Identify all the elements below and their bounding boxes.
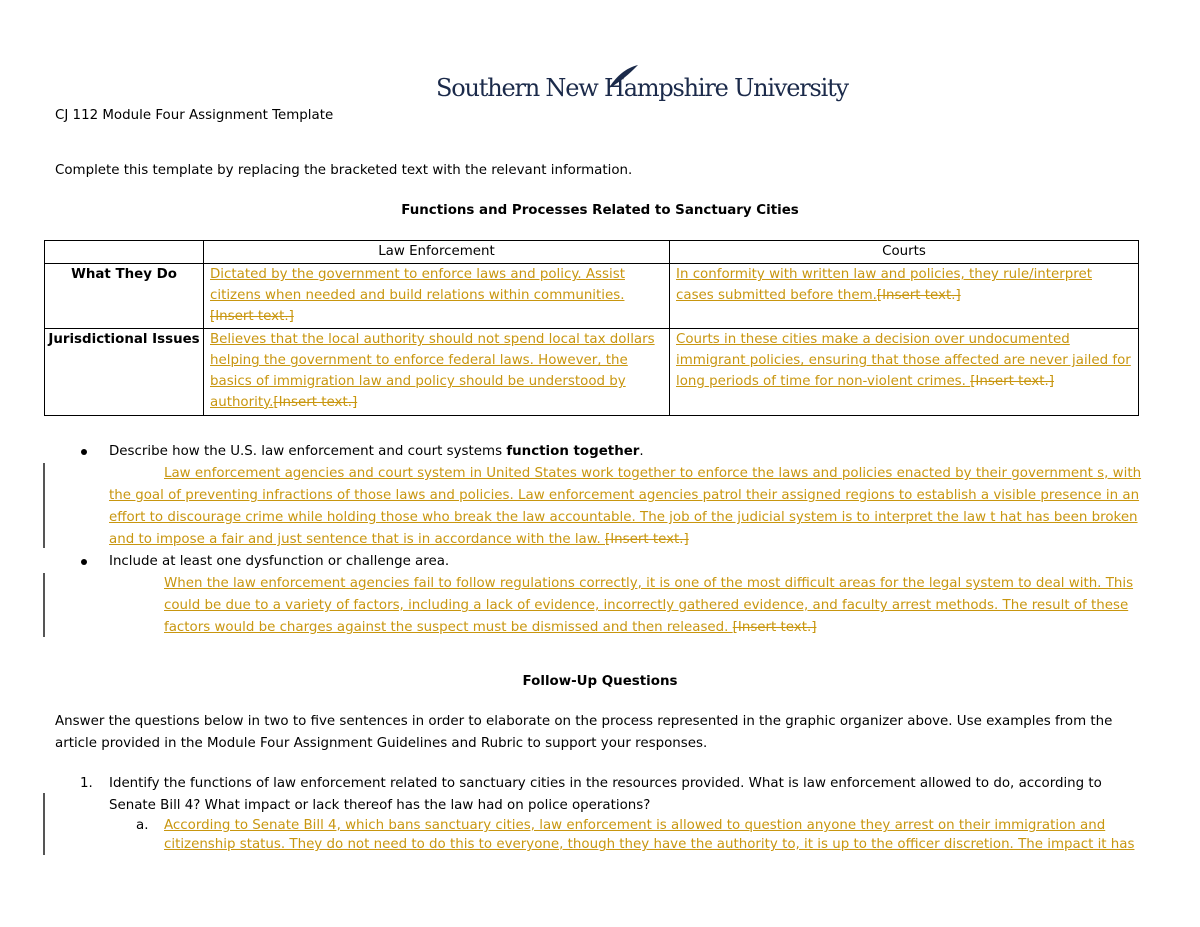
instruction-text: Complete this template by replacing the bracketed text with the relevant information. xyxy=(55,163,633,178)
deleted-placeholder: [Insert text.] xyxy=(970,373,1054,389)
deleted-placeholder: [Insert text.] xyxy=(732,620,817,635)
answer-line: When the law enforcement agencies fail to follow regulations correctly, it is one of the most difficult areas for the legal system to deal with. This xyxy=(164,576,1134,591)
question-line: Senate Bill 4? What impact or lack thereof has the law had on police operations? xyxy=(109,798,651,813)
bullet-icon xyxy=(81,449,87,455)
bullet-prompt-1 xyxy=(109,441,644,463)
question-line: Identify the functions of law enforcement related to sanctuary cities in the resources provided. What is law enforcement allowed to do, according to xyxy=(109,776,1102,791)
answer-line xyxy=(109,529,689,551)
corner-cell xyxy=(45,241,204,264)
inserted-text: Dictated by the government to enforce laws and policy. Assist citizens when needed and build relations within communities. xyxy=(210,267,625,303)
inserted-text: In conformity with written law and policies, they rule/interpret cases submitted before them. xyxy=(676,267,1092,303)
logo-text: Southern New Hampshire University xyxy=(436,74,848,102)
answer-line: effort to discourage crime while holding those who break the law accountable. The job of the judicial system is to interpret the law t hat has been broken xyxy=(109,510,1138,525)
bullet-icon xyxy=(81,559,87,565)
row-header-jurisdictional-issues: Jurisdictional Issues xyxy=(45,329,204,415)
answer-line: Law enforcement agencies and court system in United States work together to enforce the laws and policies enacted by their government s, with xyxy=(164,466,1142,481)
answer-line: could be due to a variety of factors, including a lack of evidence, incorrectly gathered evidence, and faculty arrest methods. The result of these xyxy=(164,598,1129,613)
followup-intro-line: article provided in the Module Four Assignment Guidelines and Rubric to support your responses. xyxy=(55,736,708,751)
cell-law-enforcement-what-they-do xyxy=(204,264,670,329)
followup-title: Follow-Up Questions xyxy=(522,674,678,689)
cell-courts-what-they-do xyxy=(670,264,1139,329)
deleted-placeholder: [Insert text.] xyxy=(876,287,961,303)
column-header-courts: Courts xyxy=(670,241,1139,264)
answer-line xyxy=(164,617,816,639)
table-row xyxy=(45,329,1139,415)
sub-question-letter: a. xyxy=(136,818,149,833)
deleted-placeholder: [Insert text.] xyxy=(273,394,358,410)
inserted-text: Courts in these cities make a decision over undocumented immigrant policies, ensuring that those affected are never jailed for long periods of time for non-violent crimes. xyxy=(676,332,1131,389)
answer-line: the goal of preventing infractions of those laws and policies. Law enforcement agencies patrol their assigned regions to establish a visible presence in an xyxy=(109,488,1140,503)
cell-courts-jurisdictional xyxy=(670,329,1139,415)
row-header-what-they-do: What They Do xyxy=(45,264,204,329)
inserted-text: Believes that the local authority should not spend local tax dollars helping the government to enforce federal laws. However, the basics of immigration law and policy should be understood by authority. xyxy=(210,332,655,410)
change-bar xyxy=(43,573,45,637)
deleted-placeholder: [Insert text.] xyxy=(210,308,294,324)
cell-law-enforcement-jurisdictional xyxy=(204,329,670,415)
table-title: Functions and Processes Related to Sanctuary Cities xyxy=(401,203,799,218)
deleted-placeholder: [Insert text.] xyxy=(604,532,689,547)
document-title: CJ 112 Module Four Assignment Template xyxy=(55,108,334,123)
university-logo xyxy=(436,64,848,108)
prompt-bold-text: function together xyxy=(506,444,640,459)
bullet-prompt-2: Include at least one dysfunction or challenge area. xyxy=(109,554,450,569)
change-bar xyxy=(43,793,45,855)
table-row xyxy=(45,264,1139,329)
answer-line: citizenship status. They do not need to do this to everyone, though they have the authority to, it is up to the officer discretion. The impact it has xyxy=(164,837,1135,852)
table-header-row xyxy=(45,241,1139,264)
prompt-suffix: . xyxy=(639,444,644,459)
sanctuary-cities-table xyxy=(44,240,1139,416)
inserted-text: and to impose a fair and just sentence that is in accordance with the law. xyxy=(109,532,605,547)
prompt-text: Describe how the U.S. law enforcement and court systems xyxy=(109,444,507,459)
change-bar xyxy=(43,463,45,548)
question-number: 1. xyxy=(80,776,93,791)
inserted-text: factors would be charges against the suspect must be dismissed and then released. xyxy=(164,620,733,635)
followup-intro-line: Answer the questions below in two to five sentences in order to elaborate on the process represented in the graphic organizer above. Use examples from the xyxy=(55,714,1113,729)
answer-line: According to Senate Bill 4, which bans sanctuary cities, law enforcement is allowed to question anyone they arrest on their immigration and xyxy=(164,818,1106,833)
column-header-law-enforcement: Law Enforcement xyxy=(204,241,670,264)
